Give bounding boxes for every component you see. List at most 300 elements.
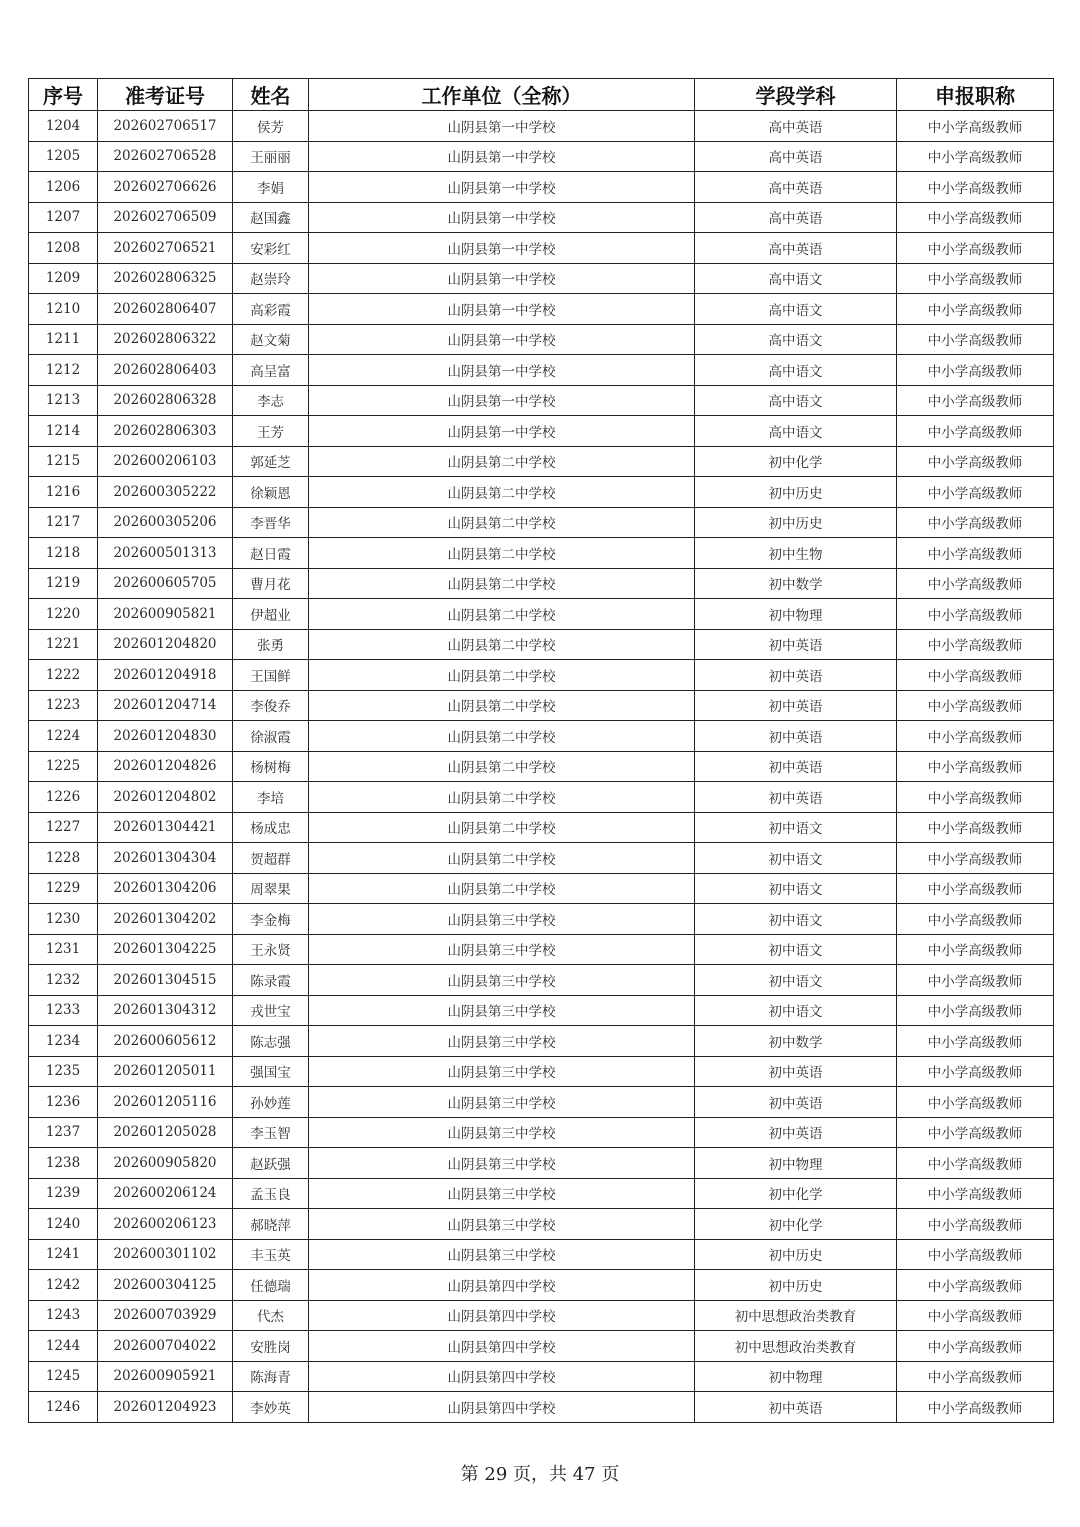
cell-seq: 1218 (29, 538, 98, 569)
table-row (29, 1392, 1054, 1423)
cell-exam-number: 202600305222 (98, 477, 233, 508)
cell-name: 伊超业 (233, 599, 309, 630)
cell-exam-number: 202600905820 (98, 1148, 233, 1179)
cell-subject: 初中生物 (695, 538, 897, 569)
table-row (29, 995, 1054, 1026)
cell-title: 中小学高级教师 (897, 233, 1054, 264)
table-row (29, 599, 1054, 630)
cell-work-unit: 山阴县第一中学校 (309, 172, 695, 203)
cell-title: 中小学高级教师 (897, 1270, 1054, 1301)
cell-exam-number: 202602706528 (98, 141, 233, 172)
table-row (29, 965, 1054, 996)
cell-subject: 初中化学 (695, 1178, 897, 1209)
cell-name: 孙妙莲 (233, 1087, 309, 1118)
cell-subject: 初中语文 (695, 995, 897, 1026)
header-subject: 学段学科 (695, 79, 897, 111)
cell-name: 代杰 (233, 1300, 309, 1331)
cell-seq: 1237 (29, 1117, 98, 1148)
cell-title: 中小学高级教师 (897, 202, 1054, 233)
cell-subject: 初中语文 (695, 873, 897, 904)
cell-subject: 高中英语 (695, 202, 897, 233)
cell-exam-number: 202601205011 (98, 1056, 233, 1087)
cell-name: 李晋华 (233, 507, 309, 538)
cell-work-unit: 山阴县第一中学校 (309, 233, 695, 264)
cell-seq: 1238 (29, 1148, 98, 1179)
table-row (29, 1178, 1054, 1209)
cell-subject: 初中历史 (695, 507, 897, 538)
cell-work-unit: 山阴县第四中学校 (309, 1331, 695, 1362)
cell-title: 中小学高级教师 (897, 1300, 1054, 1331)
table-row (29, 721, 1054, 752)
cell-work-unit: 山阴县第二中学校 (309, 660, 695, 691)
cell-title: 中小学高级教师 (897, 721, 1054, 752)
cell-seq: 1211 (29, 324, 98, 355)
cell-work-unit: 山阴县第四中学校 (309, 1361, 695, 1392)
cell-work-unit: 山阴县第二中学校 (309, 629, 695, 660)
cell-subject: 初中物理 (695, 599, 897, 630)
cell-name: 强国宝 (233, 1056, 309, 1087)
cell-work-unit: 山阴县第三中学校 (309, 1209, 695, 1240)
cell-subject: 初中英语 (695, 1392, 897, 1423)
cell-name: 赵跃强 (233, 1148, 309, 1179)
cell-exam-number: 202600704022 (98, 1331, 233, 1362)
cell-subject: 高中语文 (695, 263, 897, 294)
cell-exam-number: 202601204820 (98, 629, 233, 660)
cell-title: 中小学高级教师 (897, 660, 1054, 691)
cell-name: 陈录霞 (233, 965, 309, 996)
cell-seq: 1214 (29, 416, 98, 447)
cell-exam-number: 202602806328 (98, 385, 233, 416)
cell-name: 张勇 (233, 629, 309, 660)
cell-work-unit: 山阴县第三中学校 (309, 995, 695, 1026)
cell-title: 中小学高级教师 (897, 934, 1054, 965)
cell-subject: 初中语文 (695, 904, 897, 935)
table-row (29, 782, 1054, 813)
table-row (29, 1209, 1054, 1240)
cell-subject: 高中英语 (695, 141, 897, 172)
cell-work-unit: 山阴县第二中学校 (309, 721, 695, 752)
cell-subject: 高中英语 (695, 172, 897, 203)
cell-name: 安胜岗 (233, 1331, 309, 1362)
cell-work-unit: 山阴县第二中学校 (309, 568, 695, 599)
cell-exam-number: 202602806403 (98, 355, 233, 386)
cell-subject: 初中英语 (695, 721, 897, 752)
table-row (29, 507, 1054, 538)
table-row (29, 141, 1054, 172)
cell-work-unit: 山阴县第二中学校 (309, 507, 695, 538)
cell-exam-number: 202601304515 (98, 965, 233, 996)
cell-title: 中小学高级教师 (897, 538, 1054, 569)
cell-exam-number: 202601304421 (98, 812, 233, 843)
cell-title: 中小学高级教师 (897, 1178, 1054, 1209)
table-row (29, 1056, 1054, 1087)
cell-work-unit: 山阴县第一中学校 (309, 416, 695, 447)
cell-name: 赵文菊 (233, 324, 309, 355)
cell-seq: 1219 (29, 568, 98, 599)
cell-name: 王国鲜 (233, 660, 309, 691)
cell-work-unit: 山阴县第一中学校 (309, 294, 695, 325)
cell-seq: 1243 (29, 1300, 98, 1331)
cell-title: 中小学高级教师 (897, 1087, 1054, 1118)
table-row (29, 385, 1054, 416)
cell-seq: 1236 (29, 1087, 98, 1118)
cell-exam-number: 202600206124 (98, 1178, 233, 1209)
cell-name: 李金梅 (233, 904, 309, 935)
cell-work-unit: 山阴县第三中学校 (309, 1239, 695, 1270)
cell-title: 中小学高级教师 (897, 1392, 1054, 1423)
cell-subject: 高中语文 (695, 324, 897, 355)
cell-exam-number: 202601304225 (98, 934, 233, 965)
cell-work-unit: 山阴县第二中学校 (309, 843, 695, 874)
cell-seq: 1225 (29, 751, 98, 782)
table-row (29, 904, 1054, 935)
cell-name: 郭延芝 (233, 446, 309, 477)
cell-subject: 初中语文 (695, 843, 897, 874)
cell-name: 孟玉良 (233, 1178, 309, 1209)
cell-name: 李娟 (233, 172, 309, 203)
cell-name: 王丽丽 (233, 141, 309, 172)
cell-seq: 1221 (29, 629, 98, 660)
cell-exam-number: 202600301102 (98, 1239, 233, 1270)
cell-subject: 初中英语 (695, 629, 897, 660)
cell-subject: 高中英语 (695, 233, 897, 264)
cell-name: 曹月花 (233, 568, 309, 599)
cell-name: 赵国鑫 (233, 202, 309, 233)
cell-name: 周翠果 (233, 873, 309, 904)
cell-exam-number: 202601204714 (98, 690, 233, 721)
cell-title: 中小学高级教师 (897, 507, 1054, 538)
cell-exam-number: 202601304202 (98, 904, 233, 935)
header-work-unit: 工作单位（全称） (309, 79, 695, 111)
cell-seq: 1239 (29, 1178, 98, 1209)
cell-seq: 1230 (29, 904, 98, 935)
cell-name: 赵崇玲 (233, 263, 309, 294)
table-row (29, 111, 1054, 142)
cell-name: 高彩霞 (233, 294, 309, 325)
cell-title: 中小学高级教师 (897, 1331, 1054, 1362)
cell-title: 中小学高级教师 (897, 904, 1054, 935)
cell-seq: 1215 (29, 446, 98, 477)
cell-subject: 高中语文 (695, 355, 897, 386)
cell-title: 中小学高级教师 (897, 843, 1054, 874)
cell-seq: 1222 (29, 660, 98, 691)
cell-work-unit: 山阴县第三中学校 (309, 1117, 695, 1148)
cell-name: 杨树梅 (233, 751, 309, 782)
cell-exam-number: 202602806325 (98, 263, 233, 294)
cell-exam-number: 202600605705 (98, 568, 233, 599)
cell-title: 中小学高级教师 (897, 385, 1054, 416)
table-row (29, 873, 1054, 904)
cell-subject: 初中历史 (695, 1270, 897, 1301)
cell-title: 中小学高级教师 (897, 995, 1054, 1026)
cell-exam-number: 202601304206 (98, 873, 233, 904)
cell-work-unit: 山阴县第四中学校 (309, 1392, 695, 1423)
cell-subject: 初中语文 (695, 934, 897, 965)
cell-exam-number: 202602806303 (98, 416, 233, 447)
cell-exam-number: 202601204923 (98, 1392, 233, 1423)
cell-name: 王永贤 (233, 934, 309, 965)
cell-exam-number: 202600206123 (98, 1209, 233, 1240)
table-row (29, 324, 1054, 355)
cell-name: 徐淑霞 (233, 721, 309, 752)
cell-seq: 1217 (29, 507, 98, 538)
cell-work-unit: 山阴县第二中学校 (309, 538, 695, 569)
cell-subject: 初中历史 (695, 1239, 897, 1270)
table-row (29, 568, 1054, 599)
table-row (29, 1148, 1054, 1179)
cell-exam-number: 202600206103 (98, 446, 233, 477)
cell-title: 中小学高级教师 (897, 812, 1054, 843)
cell-work-unit: 山阴县第三中学校 (309, 1087, 695, 1118)
cell-work-unit: 山阴县第四中学校 (309, 1300, 695, 1331)
cell-subject: 初中历史 (695, 477, 897, 508)
table-row (29, 690, 1054, 721)
cell-subject: 高中语文 (695, 385, 897, 416)
cell-title: 中小学高级教师 (897, 568, 1054, 599)
page-footer: 第 29 页，共 47 页 (460, 1464, 620, 1485)
table-row (29, 1331, 1054, 1362)
cell-title: 中小学高级教师 (897, 1239, 1054, 1270)
cell-work-unit: 山阴县第三中学校 (309, 1026, 695, 1057)
cell-title: 中小学高级教师 (897, 1026, 1054, 1057)
cell-seq: 1244 (29, 1331, 98, 1362)
table-header-row (29, 79, 1054, 111)
cell-title: 中小学高级教师 (897, 477, 1054, 508)
header-seq: 序号 (29, 79, 98, 111)
cell-exam-number: 202602706521 (98, 233, 233, 264)
cell-seq: 1245 (29, 1361, 98, 1392)
table-row (29, 538, 1054, 569)
cell-exam-number: 202600501313 (98, 538, 233, 569)
cell-work-unit: 山阴县第二中学校 (309, 751, 695, 782)
table-row (29, 1239, 1054, 1270)
cell-title: 中小学高级教师 (897, 1209, 1054, 1240)
cell-name: 李培 (233, 782, 309, 813)
cell-exam-number: 202600605612 (98, 1026, 233, 1057)
cell-title: 中小学高级教师 (897, 1148, 1054, 1179)
cell-work-unit: 山阴县第一中学校 (309, 202, 695, 233)
cell-subject: 初中数学 (695, 568, 897, 599)
cell-name: 丰玉英 (233, 1239, 309, 1270)
cell-name: 陈志强 (233, 1026, 309, 1057)
cell-name: 侯芳 (233, 111, 309, 142)
cell-title: 中小学高级教师 (897, 446, 1054, 477)
cell-name: 杨成忠 (233, 812, 309, 843)
cell-title: 中小学高级教师 (897, 690, 1054, 721)
cell-seq: 1216 (29, 477, 98, 508)
cell-seq: 1231 (29, 934, 98, 965)
table-row (29, 1026, 1054, 1057)
cell-title: 中小学高级教师 (897, 416, 1054, 447)
cell-subject: 初中思想政治类教育 (695, 1300, 897, 1331)
cell-subject: 初中物理 (695, 1148, 897, 1179)
table-row (29, 477, 1054, 508)
cell-work-unit: 山阴县第三中学校 (309, 1148, 695, 1179)
cell-seq: 1233 (29, 995, 98, 1026)
cell-subject: 初中数学 (695, 1026, 897, 1057)
cell-exam-number: 202600304125 (98, 1270, 233, 1301)
cell-title: 中小学高级教师 (897, 965, 1054, 996)
cell-work-unit: 山阴县第三中学校 (309, 904, 695, 935)
cell-seq: 1235 (29, 1056, 98, 1087)
cell-title: 中小学高级教师 (897, 1056, 1054, 1087)
header-exam-number: 准考证号 (98, 79, 233, 111)
cell-work-unit: 山阴县第一中学校 (309, 385, 695, 416)
cell-exam-number: 202601204826 (98, 751, 233, 782)
cell-exam-number: 202601205028 (98, 1117, 233, 1148)
table-row (29, 294, 1054, 325)
header-title: 申报职称 (897, 79, 1054, 111)
cell-subject: 初中英语 (695, 660, 897, 691)
header-name: 姓名 (233, 79, 309, 111)
cell-name: 郝晓萍 (233, 1209, 309, 1240)
cell-seq: 1204 (29, 111, 98, 142)
cell-name: 李俊乔 (233, 690, 309, 721)
cell-subject: 高中语文 (695, 294, 897, 325)
cell-seq: 1224 (29, 721, 98, 752)
table-row (29, 355, 1054, 386)
cell-name: 贺超群 (233, 843, 309, 874)
cell-seq: 1213 (29, 385, 98, 416)
cell-seq: 1227 (29, 812, 98, 843)
candidate-table-container (28, 78, 1053, 1423)
cell-work-unit: 山阴县第三中学校 (309, 1056, 695, 1087)
cell-title: 中小学高级教师 (897, 1361, 1054, 1392)
cell-seq: 1241 (29, 1239, 98, 1270)
cell-work-unit: 山阴县第二中学校 (309, 873, 695, 904)
cell-work-unit: 山阴县第二中学校 (309, 782, 695, 813)
cell-exam-number: 202601205116 (98, 1087, 233, 1118)
table-row (29, 1117, 1054, 1148)
cell-seq: 1206 (29, 172, 98, 203)
cell-seq: 1205 (29, 141, 98, 172)
cell-title: 中小学高级教师 (897, 263, 1054, 294)
cell-title: 中小学高级教师 (897, 751, 1054, 782)
cell-subject: 初中英语 (695, 751, 897, 782)
table-row (29, 751, 1054, 782)
cell-seq: 1223 (29, 690, 98, 721)
cell-subject: 高中英语 (695, 111, 897, 142)
table-row (29, 1270, 1054, 1301)
cell-name: 李妙英 (233, 1392, 309, 1423)
cell-exam-number: 202601304312 (98, 995, 233, 1026)
cell-seq: 1240 (29, 1209, 98, 1240)
table-row (29, 446, 1054, 477)
cell-work-unit: 山阴县第一中学校 (309, 141, 695, 172)
table-row (29, 1361, 1054, 1392)
cell-name: 任德瑞 (233, 1270, 309, 1301)
cell-seq: 1246 (29, 1392, 98, 1423)
table-row (29, 416, 1054, 447)
cell-exam-number: 202602806322 (98, 324, 233, 355)
cell-work-unit: 山阴县第二中学校 (309, 690, 695, 721)
cell-seq: 1234 (29, 1026, 98, 1057)
cell-name: 赵日霞 (233, 538, 309, 569)
table-row (29, 812, 1054, 843)
cell-seq: 1229 (29, 873, 98, 904)
table-row (29, 934, 1054, 965)
table-row (29, 263, 1054, 294)
cell-exam-number: 202602706509 (98, 202, 233, 233)
cell-seq: 1226 (29, 782, 98, 813)
cell-work-unit: 山阴县第三中学校 (309, 1178, 695, 1209)
cell-seq: 1232 (29, 965, 98, 996)
cell-title: 中小学高级教师 (897, 629, 1054, 660)
cell-exam-number: 202601204918 (98, 660, 233, 691)
cell-name: 李玉智 (233, 1117, 309, 1148)
cell-exam-number: 202600905921 (98, 1361, 233, 1392)
cell-title: 中小学高级教师 (897, 1117, 1054, 1148)
cell-seq: 1207 (29, 202, 98, 233)
table-row (29, 629, 1054, 660)
cell-work-unit: 山阴县第二中学校 (309, 446, 695, 477)
cell-work-unit: 山阴县第一中学校 (309, 111, 695, 142)
cell-subject: 初中英语 (695, 1056, 897, 1087)
cell-name: 安彩红 (233, 233, 309, 264)
cell-subject: 初中化学 (695, 1209, 897, 1240)
cell-seq: 1242 (29, 1270, 98, 1301)
cell-subject: 初中英语 (695, 782, 897, 813)
table-row (29, 172, 1054, 203)
cell-work-unit: 山阴县第二中学校 (309, 599, 695, 630)
cell-exam-number: 202601204802 (98, 782, 233, 813)
cell-subject: 初中化学 (695, 446, 897, 477)
cell-work-unit: 山阴县第三中学校 (309, 965, 695, 996)
cell-subject: 初中英语 (695, 1087, 897, 1118)
cell-seq: 1210 (29, 294, 98, 325)
cell-title: 中小学高级教师 (897, 782, 1054, 813)
cell-exam-number: 202600703929 (98, 1300, 233, 1331)
cell-title: 中小学高级教师 (897, 141, 1054, 172)
cell-name: 戎世宝 (233, 995, 309, 1026)
cell-exam-number: 202601304304 (98, 843, 233, 874)
cell-name: 陈海青 (233, 1361, 309, 1392)
cell-seq: 1212 (29, 355, 98, 386)
cell-work-unit: 山阴县第三中学校 (309, 934, 695, 965)
cell-name: 高呈富 (233, 355, 309, 386)
cell-exam-number: 202602706626 (98, 172, 233, 203)
cell-seq: 1208 (29, 233, 98, 264)
cell-title: 中小学高级教师 (897, 294, 1054, 325)
cell-name: 王芳 (233, 416, 309, 447)
candidate-table (28, 78, 1054, 1423)
cell-title: 中小学高级教师 (897, 355, 1054, 386)
cell-title: 中小学高级教师 (897, 324, 1054, 355)
cell-title: 中小学高级教师 (897, 599, 1054, 630)
cell-subject: 初中语文 (695, 965, 897, 996)
table-row (29, 233, 1054, 264)
cell-exam-number: 202602806407 (98, 294, 233, 325)
cell-subject: 初中英语 (695, 690, 897, 721)
cell-name: 徐颖恩 (233, 477, 309, 508)
cell-exam-number: 202602706517 (98, 111, 233, 142)
table-row (29, 202, 1054, 233)
cell-exam-number: 202600305206 (98, 507, 233, 538)
cell-exam-number: 202601204830 (98, 721, 233, 752)
cell-exam-number: 202600905821 (98, 599, 233, 630)
cell-work-unit: 山阴县第一中学校 (309, 355, 695, 386)
cell-work-unit: 山阴县第一中学校 (309, 324, 695, 355)
cell-subject: 初中英语 (695, 1117, 897, 1148)
cell-subject: 高中语文 (695, 416, 897, 447)
cell-seq: 1228 (29, 843, 98, 874)
cell-name: 李志 (233, 385, 309, 416)
cell-work-unit: 山阴县第二中学校 (309, 812, 695, 843)
cell-subject: 初中物理 (695, 1361, 897, 1392)
cell-work-unit: 山阴县第四中学校 (309, 1270, 695, 1301)
cell-title: 中小学高级教师 (897, 873, 1054, 904)
table-row (29, 1300, 1054, 1331)
